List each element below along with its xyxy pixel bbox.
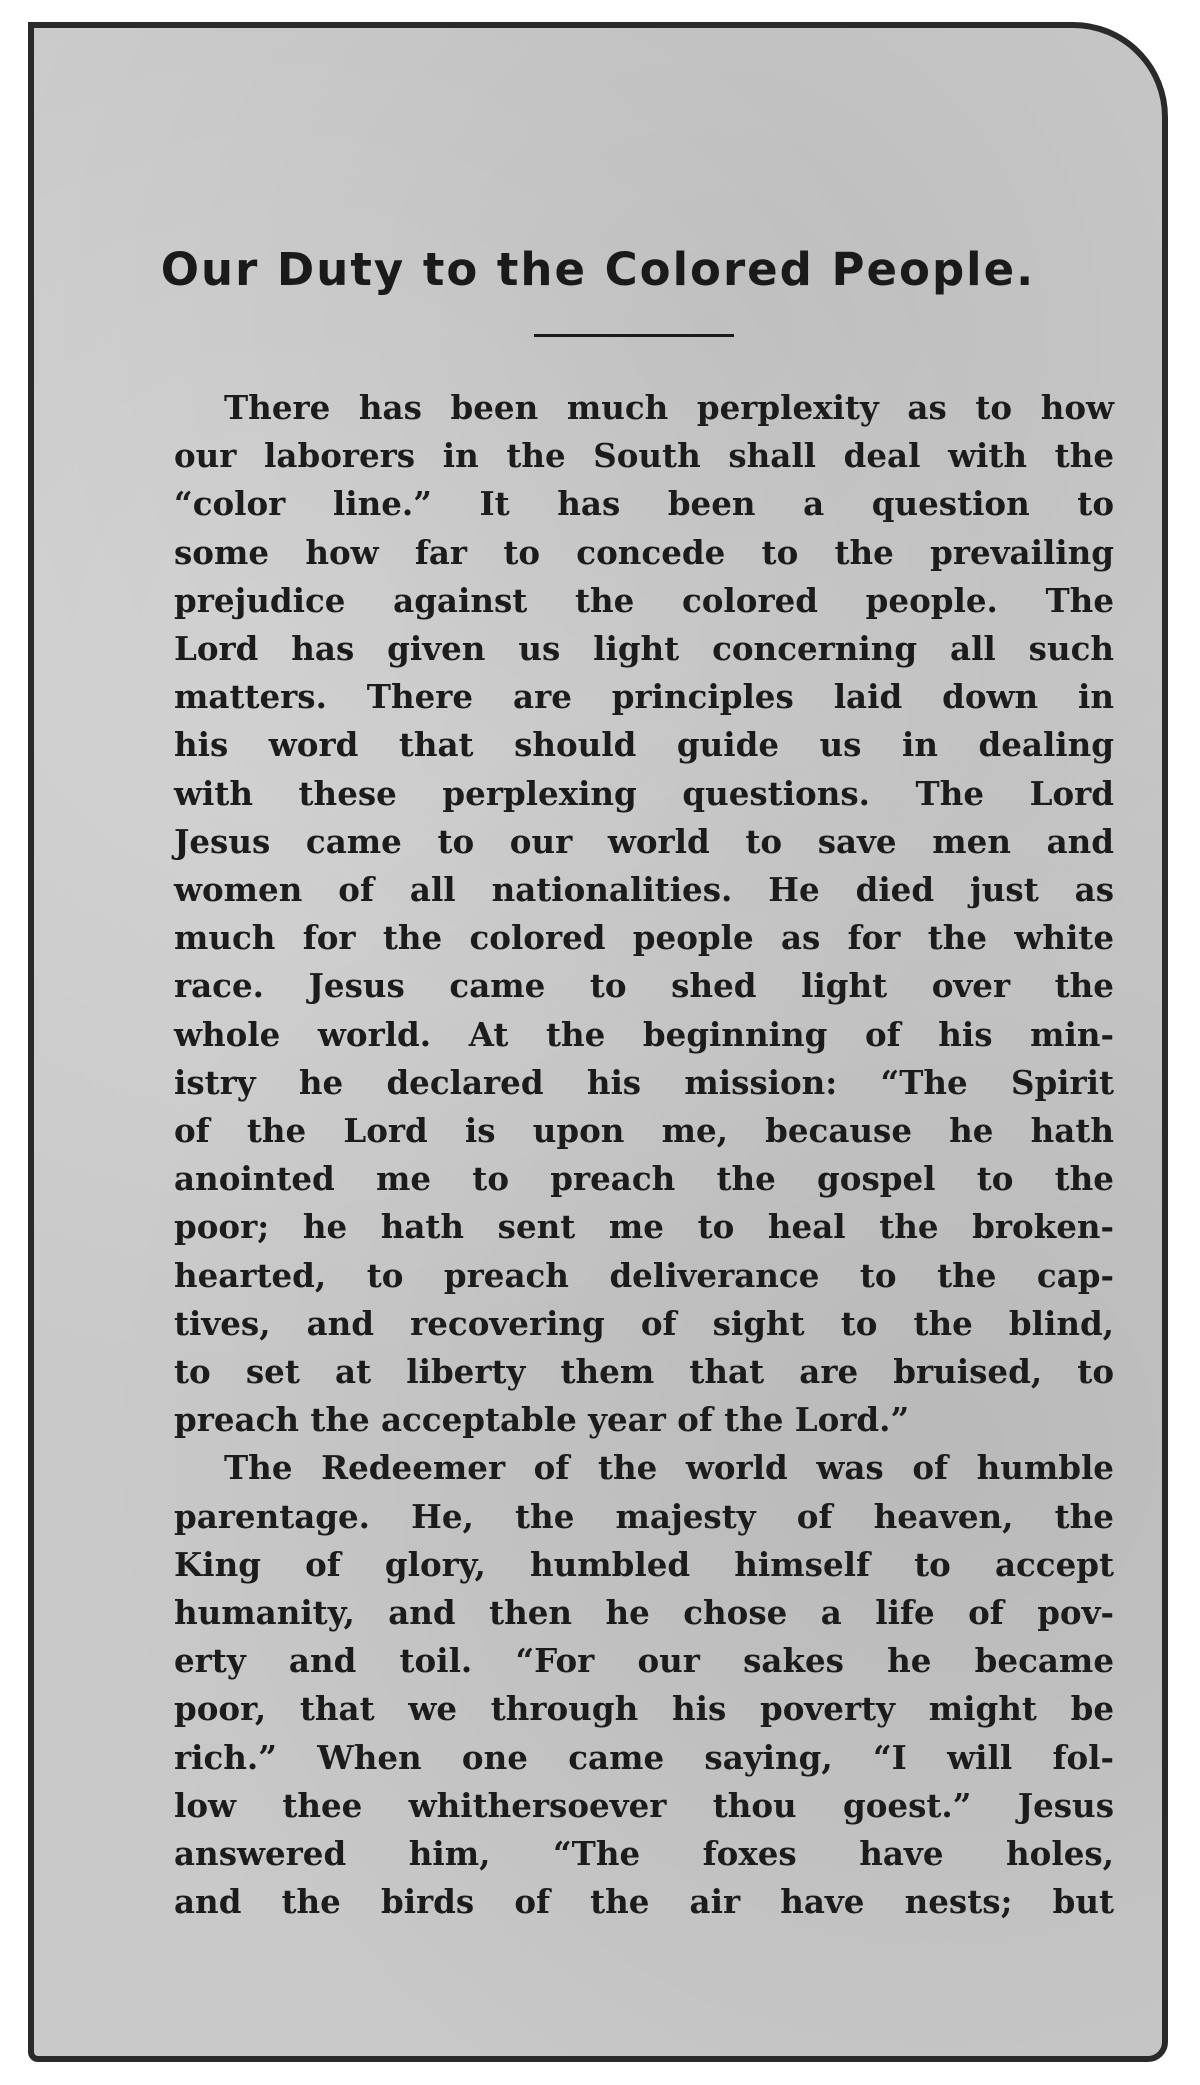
paragraph — [174, 384, 1114, 1444]
text-line: The Redeemer of the world was of humble — [224, 1448, 1114, 1488]
text-line: preach the acceptable year of the Lord.” — [174, 1400, 910, 1440]
text-line: King of glory, humbled himself to accept — [174, 1544, 1114, 1584]
text-line: hearted, to preach deliverance to the cap- — [174, 1255, 1114, 1295]
text-line: his word that should guide us in dealing — [174, 725, 1114, 765]
text-line: parentage. He, the majesty of heaven, the — [174, 1496, 1114, 1536]
body-text — [174, 384, 1114, 1927]
paragraph — [174, 1444, 1114, 1926]
text-line: poor; he hath sent me to heal the broken- — [174, 1207, 1114, 1247]
text-line: “color line.” It has been a question to — [174, 484, 1114, 524]
text-line: of the Lord is upon me, because he hath — [174, 1111, 1114, 1151]
text-line: Lord has given us light concerning all such — [174, 629, 1114, 669]
page-title: Our Duty to the Colored People. — [160, 243, 1036, 296]
text-line: with these perplexing questions. The Lord — [174, 773, 1114, 813]
text-line: poor, that we through his poverty might be — [174, 1689, 1114, 1729]
text-line: our laborers in the South shall deal with the — [174, 436, 1114, 476]
text-line: prejudice against the colored people. The — [174, 580, 1114, 620]
text-line: rich.” When one came saying, “I will fol- — [174, 1737, 1114, 1777]
text-line: answered him, “The foxes have holes, — [174, 1834, 1114, 1874]
text-line: There has been much perplexity as to how — [224, 388, 1114, 427]
text-line: Jesus came to our world to save men and — [174, 821, 1114, 861]
text-line: low thee whithersoever thou goest.” Jesus — [174, 1785, 1114, 1825]
document-page — [28, 22, 1168, 2062]
title-divider — [534, 334, 734, 337]
text-line: race. Jesus came to shed light over the — [174, 966, 1114, 1006]
text-line: tives, and recovering of sight to the blind, — [174, 1303, 1114, 1343]
text-line: erty and toil. “For our sakes he became — [174, 1641, 1114, 1681]
text-line: some how far to concede to the prevailing — [174, 532, 1114, 572]
text-line: istry he declared his mission: “The Spirit — [174, 1062, 1114, 1102]
text-line: women of all nationalities. He died just as — [174, 870, 1114, 910]
text-line: humanity, and then he chose a life of pov- — [174, 1593, 1114, 1633]
text-line: anointed me to preach the gospel to the — [174, 1159, 1114, 1199]
text-line: matters. There are principles laid down in — [174, 677, 1114, 717]
text-line: much for the colored people as for the white — [174, 918, 1114, 958]
text-line: whole world. At the beginning of his min- — [174, 1014, 1114, 1054]
text-line: and the birds of the air have nests; but — [174, 1882, 1114, 1922]
text-line: to set at liberty them that are bruised, to — [174, 1352, 1114, 1392]
